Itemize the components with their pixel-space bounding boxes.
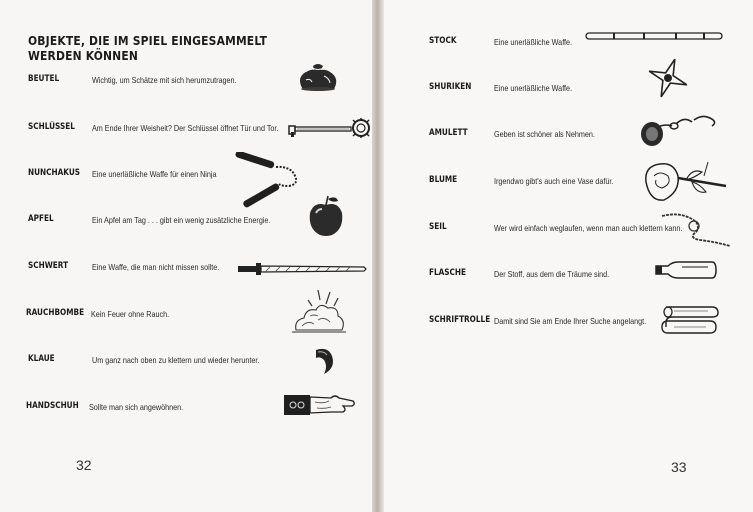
item-name-shuriken: SHURIKEN bbox=[429, 82, 472, 92]
apple-icon bbox=[306, 193, 346, 239]
item-name-schriftrolle: SCHRIFTROLLE bbox=[429, 315, 491, 325]
item-desc-klaue: Um ganz nach oben zu klettern und wieder herunter. bbox=[92, 355, 260, 365]
item-desc-schriftrolle: Damit sind Sie am Ende Ihrer Suche angelangt. bbox=[494, 316, 647, 326]
item-desc-seil: Wer wird einfach weglaufen, wenn man auch klettern kann. bbox=[494, 223, 683, 233]
page-heading: OBJEKTE, DIE IM SPIEL EINGESAMMELT WERDEN KÖNNEN bbox=[28, 33, 268, 63]
item-desc-beutel: Wichtig, um Schätze mit sich herumzutragen. bbox=[92, 75, 237, 85]
sword-icon bbox=[236, 262, 368, 276]
glove-icon bbox=[283, 392, 357, 418]
item-name-nunchakus: NUNCHAKUS bbox=[28, 168, 81, 178]
rope-icon bbox=[660, 210, 734, 250]
item-name-schluessel: SCHLÜSSEL bbox=[28, 122, 75, 132]
item-desc-nunchakus: Eine unerläßliche Waffe für einen Ninja bbox=[92, 169, 217, 179]
item-name-seil: SEIL bbox=[429, 222, 447, 232]
item-name-klaue: KLAUE bbox=[28, 354, 55, 364]
item-desc-blume: Irgendwo gibt's auch eine Vase dafür. bbox=[494, 176, 614, 186]
item-desc-shuriken: Eine unerläßliche Waffe. bbox=[494, 83, 573, 93]
scroll-icon bbox=[660, 303, 720, 335]
item-desc-rauchbombe: Kein Feuer ohne Rauch. bbox=[91, 309, 170, 319]
item-name-beutel: BEUTEL bbox=[28, 74, 60, 84]
item-name-blume: BLUME bbox=[429, 175, 458, 185]
item-name-handschuh: HANDSCHUH bbox=[26, 401, 79, 411]
item-desc-handschuh: Sollte man sich angewöhnen. bbox=[89, 402, 184, 412]
bag-icon bbox=[294, 58, 342, 92]
left-page bbox=[0, 0, 372, 512]
item-desc-amulett: Geben ist schöner als Nehmen. bbox=[494, 129, 595, 139]
item-name-flasche: FLASCHE bbox=[429, 268, 467, 278]
item-name-stock: STOCK bbox=[429, 36, 457, 46]
staff-icon bbox=[584, 29, 726, 43]
claw-icon bbox=[312, 346, 336, 376]
key-icon bbox=[287, 116, 377, 142]
smoke-bomb-icon bbox=[290, 286, 348, 336]
right-page bbox=[384, 0, 753, 512]
amulet-icon bbox=[638, 110, 722, 148]
page-number: 33 bbox=[671, 459, 687, 475]
shuriken-icon bbox=[646, 56, 690, 100]
item-name-rauchbombe: RAUCHBOMBE bbox=[26, 308, 85, 318]
item-desc-apfel: Ein Apfel am Tag . . . gibt ein wenig zusätzliche Energie. bbox=[92, 215, 271, 225]
item-name-amulett: AMULETT bbox=[429, 128, 468, 138]
bottle-icon bbox=[654, 258, 718, 282]
book-gutter bbox=[372, 0, 384, 512]
rose-icon bbox=[642, 156, 728, 206]
item-desc-schluessel: Am Ende Ihrer Weisheit? Der Schlüssel öffnet Tür und Tor. bbox=[92, 123, 279, 133]
item-desc-schwert: Eine Waffe, die man nicht missen sollte. bbox=[92, 262, 220, 272]
item-name-schwert: SCHWERT bbox=[28, 261, 69, 271]
nunchaku-icon bbox=[233, 152, 305, 210]
page-number: 32 bbox=[76, 457, 92, 473]
item-name-apfel: APFEL bbox=[28, 214, 54, 224]
item-desc-stock: Eine unerläßliche Waffe. bbox=[494, 37, 573, 47]
item-desc-flasche: Der Stoff, aus dem die Träume sind. bbox=[494, 269, 610, 279]
